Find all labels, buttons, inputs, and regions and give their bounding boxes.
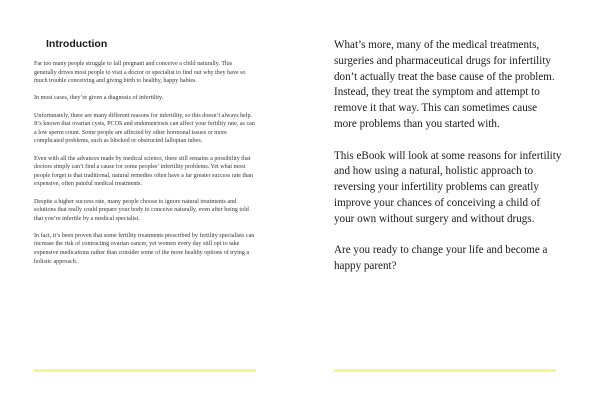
paragraph: Are you ready to change your life and become a happy parent? (334, 244, 548, 273)
paragraph: In fact, it’s been proven that some fertility treatments prescribed by fertility specialists can increase the risk of contracting ovarian cancer, yet women every day still opt to take expensive medications rather than consider some of the more healthy options of trying a holistic approach. (34, 232, 255, 265)
paragraph: Far too many people struggle to fall pregnant and conceive a child naturally. This generally drives most people to visit a doctor or specialist to find out why they have so much trouble conceiving and giving birth to healthy, happy babies. (34, 61, 246, 85)
paragraph: What’s more, many of the medical treatments, surgeries and pharmaceutical drugs for infertility don’t actually treat the base cause of the problem. Instead, they treat the symptom and attempt to remove it that way. This can sometimes cause more problems than you started with. (334, 39, 555, 130)
paragraph: Even with all the advances made by medical science, there still remains a possibility that doctors simply can’t find a cause for some peoples’ infertility problems. Yet what most people forget is that traditional, natural remedies often have a far greater success rate than expensive, often painful medical treatments. (34, 155, 253, 188)
paragraph: In most cases, they’re given a diagnosis of infertility. (34, 95, 164, 102)
right-page-body (334, 38, 562, 291)
footer-rule-right (334, 369, 556, 372)
left-page-body (34, 60, 256, 275)
section-heading: Introduction (46, 38, 108, 50)
paragraph: Unfortunately, there are many different reasons for infertility, so this doesn’t always help. It’s known that ovarian cysts, PCOS and endometriosis can affect your fertility rate, as can a low sperm count. Some people are affected by other hormonal issues or more complicated problems, such as blocked or obstructed fallopian tubes. (34, 112, 255, 145)
paragraph: This eBook will look at some reasons for infertility and how using a natural, holistic approach to reversing your infertility problems can greatly improve your chances of conceiving a child of your own without surgery and without drugs. (334, 149, 562, 225)
footer-rule-left (34, 369, 256, 372)
paragraph: Despite a higher success rate, many people choose to ignore natural treatments and solutions that really could prepare your body to conceive naturally, even after being told that you’re infertile by a medical specialist. (34, 198, 249, 222)
